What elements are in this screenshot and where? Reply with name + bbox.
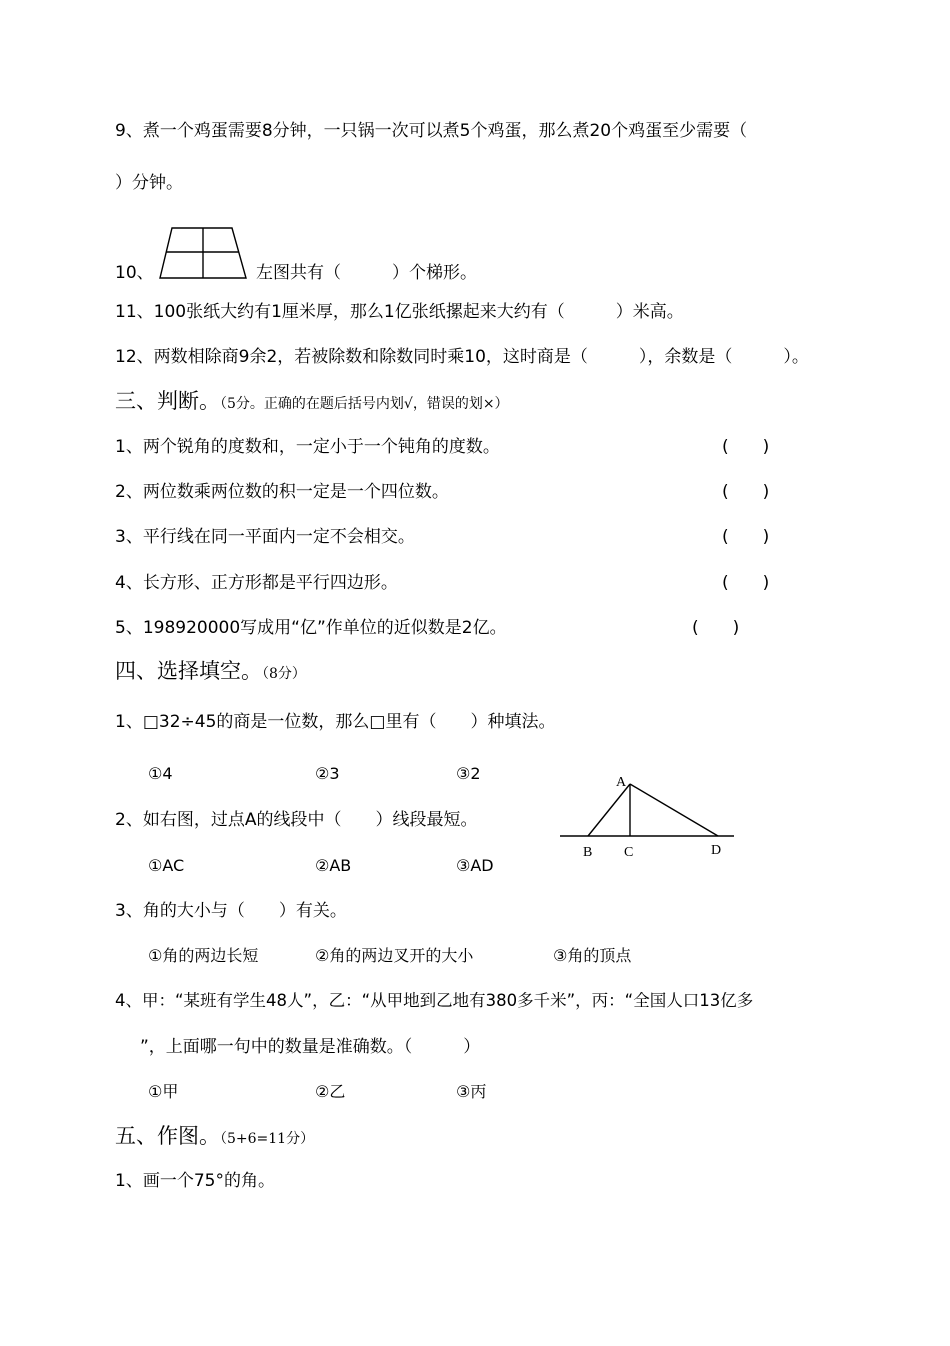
judge-paren-1[interactable]: ( ) [722, 437, 770, 457]
section-4-note: （8分） [262, 666, 306, 682]
judge-item-1: 1、两个锐角的度数和，一定小于一个钝角的度数。 [115, 437, 500, 457]
question-12: 12、两数相除商9余2，若被除数和除数同时乘10，这时商是（ ），余数是（ ）。 [115, 347, 809, 367]
point-label-d: D [711, 843, 722, 858]
section-3-title: 三、判断。 [115, 389, 220, 413]
choice-2-option-1[interactable]: ①AC [148, 856, 185, 875]
choice-question-4-line-2: ”，上面哪一句中的数量是准确数。（ ） [140, 1037, 481, 1057]
point-label-c: C [624, 845, 634, 860]
triangle-figure [558, 770, 738, 862]
judge-paren-2[interactable]: ( ) [722, 482, 770, 502]
section-3-note: （5分。正确的在题后括号内划√，错误的划×） [220, 396, 509, 412]
choice-4-option-2[interactable]: ②乙 [315, 1082, 346, 1101]
section-4-heading [115, 658, 306, 687]
judge-item-2: 2、两位数乘两位数的积一定是一个四位数。 [115, 482, 449, 502]
point-label-b: B [583, 845, 593, 860]
choice-3-option-1[interactable]: ①角的两边长短 [148, 946, 259, 965]
trapezoid-figure [158, 226, 248, 282]
judge-item-5: 5、198920000写成用“亿”作单位的近似数是2亿。 [115, 618, 507, 638]
choice-3-option-2[interactable]: ②角的两边叉开的大小 [315, 946, 474, 965]
choice-question-3: 3、角的大小与（ ）有关。 [115, 901, 347, 921]
judge-item-3: 3、平行线在同一平面内一定不会相交。 [115, 527, 415, 547]
judge-paren-3[interactable]: ( ) [722, 527, 770, 547]
choice-1-option-1[interactable]: ①4 [148, 764, 173, 783]
question-10-text: 左图共有（ ）个梯形。 [256, 263, 477, 283]
question-11: 11、100张纸大约有1厘米厚，那么1亿张纸摞起来大约有（ ）米高。 [115, 302, 684, 322]
section-4-title: 四、选择填空。 [115, 659, 262, 683]
question-9-line-1: 9、煮一个鸡蛋需要8分钟，一只锅一次可以煮5个鸡蛋，那么煮20个鸡蛋至少需要（ [115, 121, 748, 141]
choice-4-option-3[interactable]: ③丙 [456, 1082, 487, 1101]
judge-paren-5[interactable]: ( ) [692, 618, 740, 638]
choice-question-2: 2、如右图，过点A的线段中（ ）线段最短。 [115, 810, 478, 830]
choice-1-option-2[interactable]: ②3 [315, 764, 340, 783]
choice-2-option-3[interactable]: ③AD [456, 856, 494, 875]
judge-item-4: 4、长方形、正方形都是平行四边形。 [115, 573, 398, 593]
section-5-note: （5+6=11分） [220, 1131, 315, 1147]
question-9-line-2: ）分钟。 [115, 173, 183, 193]
question-10-number: 10、 [115, 263, 154, 283]
drawing-question-1: 1、画一个75°的角。 [115, 1171, 275, 1191]
choice-question-1: 1、□32÷45的商是一位数，那么□里有（ ）种填法。 [115, 712, 556, 732]
section-5-title: 五、作图。 [115, 1124, 220, 1148]
choice-2-option-2[interactable]: ②AB [315, 856, 352, 875]
choice-1-option-3[interactable]: ③2 [456, 764, 481, 783]
choice-question-4-line-1: 4、甲：“某班有学生48人”，乙：“从甲地到乙地有380多千米”，丙：“全国人口13亿多 [115, 991, 754, 1010]
section-3-heading [115, 388, 509, 417]
choice-4-option-1[interactable]: ①甲 [148, 1082, 179, 1101]
choice-3-option-3[interactable]: ③角的顶点 [553, 946, 632, 965]
section-5-heading [115, 1123, 314, 1152]
judge-paren-4[interactable]: ( ) [722, 573, 770, 593]
point-label-a: A [616, 775, 627, 790]
